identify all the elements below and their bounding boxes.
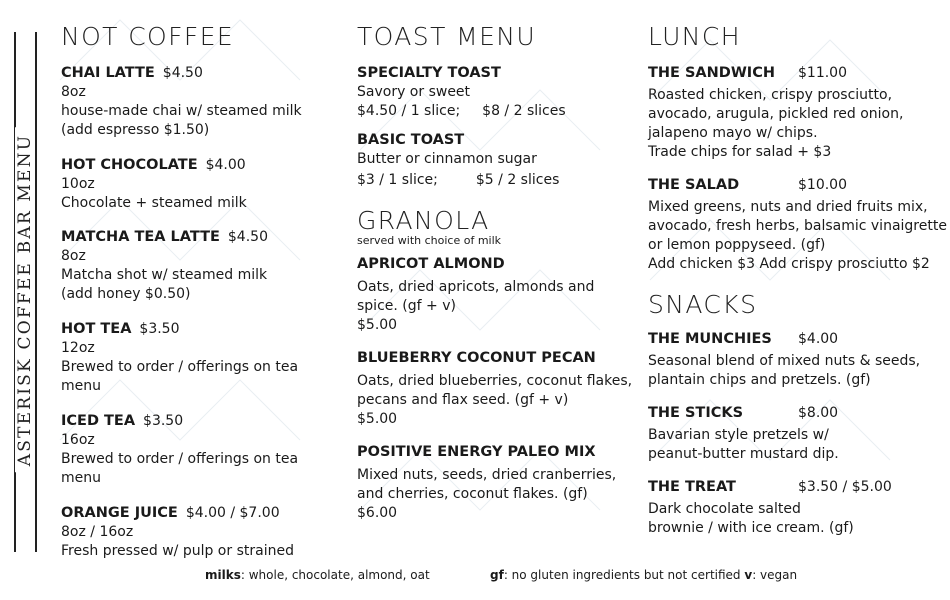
column-toast-granola [357, 22, 637, 523]
column-not-coffee [61, 22, 341, 561]
menu-item [648, 478, 948, 538]
menu-item [61, 228, 341, 304]
item-name: HOT CHOCOLATE [61, 157, 198, 173]
item-price: $4.00 [798, 331, 839, 347]
item-price: $8.00 [798, 405, 839, 421]
side-title: ASTERISK COFFEE BAR MENU [15, 128, 35, 473]
footer-milks-label: milks [205, 568, 241, 582]
item-desc: Seasonal blend of mixed nuts & seeds, [648, 353, 921, 369]
menu-item [61, 64, 341, 140]
footer-v-label: v [744, 568, 753, 582]
item-name: BLUEBERRY COCONUT PECAN [357, 350, 596, 366]
item-desc: Oats, dried blueberries, coconut flakes, [357, 373, 633, 389]
item-desc: Oats, dried apricots, almonds and [357, 279, 595, 295]
item-desc: or lemon poppyseed. (gf) [648, 237, 826, 253]
item-price: $8 / 2 slices [482, 103, 566, 119]
item-price-line [357, 171, 637, 190]
item-price-line [357, 102, 637, 121]
section-heading-not-coffee: NOT COFFEE [61, 22, 235, 51]
item-desc: pecans and flax seed. (gf + v) [357, 392, 569, 408]
item-name: MATCHA TEA LATTE [61, 229, 220, 245]
item-price: $6.00 [357, 505, 398, 521]
menu-item [61, 412, 341, 488]
footer-milks [205, 568, 430, 583]
item-size: 12oz [61, 340, 95, 356]
item-desc: Butter or cinnamon sugar [357, 151, 537, 167]
item-desc: Trade chips for salad + $3 [648, 144, 832, 160]
item-desc: Dark chocolate salted [648, 501, 801, 517]
menu-item [648, 176, 948, 274]
item-desc: avocado, fresh herbs, balsamic vinaigrette [648, 218, 947, 234]
section-heading-lunch: LUNCH [648, 22, 741, 51]
section-heading-toast: TOAST MENU [357, 22, 537, 51]
menu-item [357, 443, 637, 523]
item-name: THE TREAT [648, 479, 736, 495]
item-desc: Savory or sweet [357, 84, 471, 100]
menu-item [648, 330, 948, 390]
item-desc: Chocolate + steamed milk [61, 195, 247, 211]
item-desc: Mixed nuts, seeds, dried cranberries, [357, 467, 617, 483]
footer-gf-text: : no gluten ingredients but not certified [503, 568, 745, 582]
menu-item [61, 504, 341, 561]
column-lunch-snacks [648, 22, 948, 538]
section-heading-granola: GRANOLA [357, 206, 490, 235]
item-desc: (add honey $0.50) [61, 286, 191, 302]
item-price: $3.50 [139, 321, 180, 337]
section-heading-snacks: SNACKS [648, 290, 758, 319]
item-desc: Brewed to order / offerings on tea menu [61, 359, 299, 394]
item-desc: Matcha shot w/ steamed milk [61, 267, 268, 283]
item-desc: jalapeno mayo w/ chips. [648, 125, 818, 141]
item-size: 8oz / 16oz [61, 524, 134, 540]
menu-item [357, 64, 637, 121]
item-price: $11.00 [798, 65, 847, 81]
item-name: ICED TEA [61, 413, 136, 429]
menu-item [648, 64, 948, 162]
item-name: THE SANDWICH [648, 65, 775, 81]
menu-item [357, 349, 637, 429]
footer-legend [490, 568, 797, 583]
item-name: POSITIVE ENERGY PALEO MIX [357, 444, 596, 460]
item-price: $5 / 2 slices [475, 172, 560, 188]
item-name: ORANGE JUICE [61, 505, 178, 521]
item-price: $4.50 / 1 slice; [357, 103, 461, 119]
item-desc: (add espresso $1.50) [61, 122, 210, 138]
item-size: 10oz [61, 176, 95, 192]
item-name: APRICOT ALMOND [357, 256, 505, 272]
item-desc: peanut-butter mustard dip. [648, 446, 839, 462]
item-desc: Bavarian style pretzels w/ [648, 427, 829, 443]
item-price: $4.00 [205, 157, 246, 173]
item-name: CHAI LATTE [61, 65, 155, 81]
item-desc: Add chicken $3 Add crispy prosciutto $2 [648, 256, 930, 272]
item-price: $3.50 [143, 413, 184, 429]
item-size: 8oz [61, 248, 86, 264]
item-price: $4.00 / $7.00 [185, 505, 280, 521]
item-name: THE STICKS [648, 405, 744, 421]
item-size: 16oz [61, 432, 95, 448]
side-banner [0, 0, 50, 600]
item-name: BASIC TOAST [357, 132, 465, 148]
item-size: 8oz [61, 84, 86, 100]
item-price: $3.50 / $5.00 [798, 479, 892, 495]
menu-item [357, 255, 637, 335]
menu-item [648, 404, 948, 464]
item-desc: avocado, arugula, pickled red onion, [648, 106, 904, 122]
item-price: $10.00 [798, 177, 847, 193]
item-name: HOT TEA [61, 321, 132, 337]
item-price: $4.50 [227, 229, 268, 245]
footer-gf-label: gf [490, 568, 504, 582]
item-desc: Mixed greens, nuts and dried fruits mix, [648, 199, 928, 215]
menu-item [357, 131, 637, 190]
item-price: $5.00 [357, 411, 398, 427]
item-name: THE SALAD [648, 177, 740, 193]
footer-milks-text: : whole, chocolate, almond, oat [240, 568, 430, 582]
footer-v-text: : vegan [752, 568, 798, 582]
item-name: SPECIALTY TOAST [357, 65, 501, 81]
section-subheading-granola: served with choice of milk [357, 234, 502, 247]
item-price: $5.00 [357, 317, 398, 333]
item-desc: brownie / with ice cream. (gf) [648, 520, 854, 536]
item-price: $3 / 1 slice; [357, 172, 438, 188]
menu-item [61, 320, 341, 396]
item-name: THE MUNCHIES [648, 331, 772, 347]
side-rule-right [35, 32, 37, 552]
item-desc: Roasted chicken, crispy prosciutto, [648, 87, 893, 103]
menu-item [61, 156, 341, 213]
item-desc: house-made chai w/ steamed milk [61, 103, 302, 119]
item-desc: and cherries, coconut flakes. (gf) [357, 486, 588, 502]
item-desc: plantain chips and pretzels. (gf) [648, 372, 871, 388]
item-price: $4.50 [162, 65, 203, 81]
item-desc: spice. (gf + v) [357, 298, 456, 314]
item-desc: Fresh pressed w/ pulp or strained [61, 543, 294, 559]
item-desc: Brewed to order / offerings on tea menu [61, 451, 299, 486]
